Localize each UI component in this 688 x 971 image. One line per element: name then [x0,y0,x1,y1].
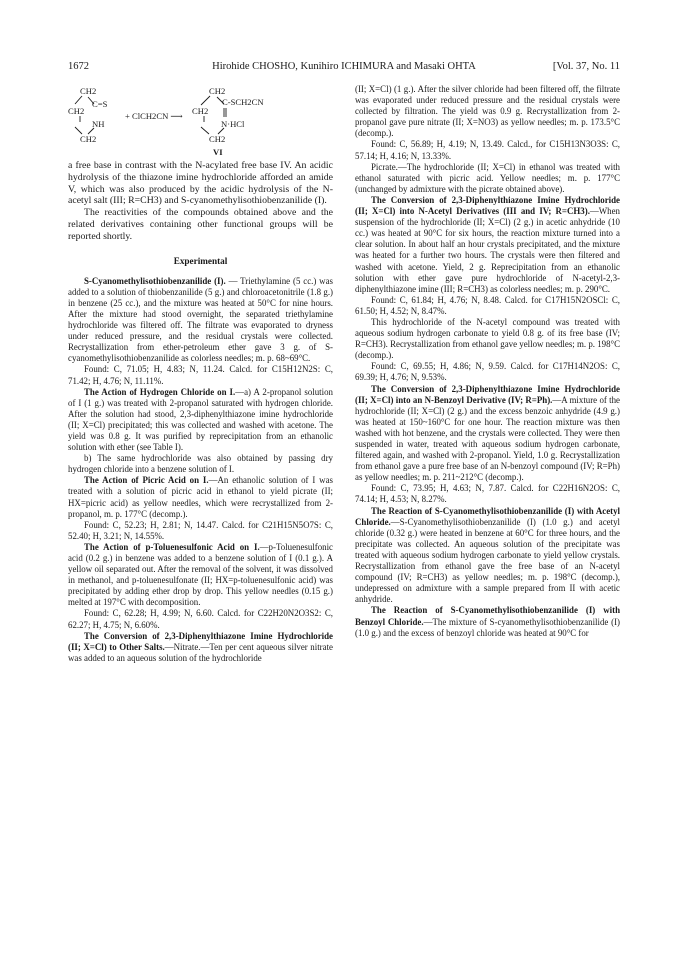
scheme-left-ch2: CH2 [68,106,85,116]
exp-benzoylchloride [355,605,620,638]
exp-picric [68,475,333,519]
running-authors: Hirohide CHOSHO, Kunihiro ICHIMURA and Masaki OHTA [212,61,476,72]
page-number: 1672 [68,61,89,72]
scheme-left-ch2-top: CH2 [80,86,97,96]
section-experimental: Experimental [173,255,228,266]
page-header [68,60,620,74]
scheme-right-ch2-top: CH2 [209,86,226,96]
exp-acetyl [355,195,620,295]
exp-acetylchloride-body: —S-Cyanomethylisothiobenzanilide (I) (1.0 g.) and acetyl chloride (0.32 g.) were heated in benzene at 60°C for three hours, and the precipitate was collected. An aqueous solution of the precipitate was treated with aqueous sodium hydrogen carbonate to yield yellow crystals. Recrystallization from ethanol gave the free base of an N-acetyl compound (IV; R=CH3) as yellow needles; m. p. 198°C (decomp.), undepressed on admixture with a sample prepared from II with acetic anhydride. [355,516,620,605]
exp-tosyl-head: The Action of p-Toluenesulfonic Acid on I. [84,541,260,552]
exp-acetylchloride [355,506,620,606]
exp-cyanomethyl [68,276,333,365]
exp-hcl-b: b) The same hydrochloride was also obtained by passing dry hydrogen chloride into a benzene solution of I. [68,453,333,475]
exp-benzoyl [355,384,620,484]
exp-acetyl-base: This hydrochloride of the N-acetyl compound was treated with aqueous sodium hydrogen carbonate to yield 0.8 g. of its free base (IV; R=CH3). Recrystallization from ethanol gave yellow needles; m. p. 198°C (decomp.). [355,316,620,361]
scheme-bonds [68,84,333,160]
exp-salts [68,631,333,664]
exp-picrate: Picrate.—The hydrochloride (II; X=Cl) in ethanol was treated with ethanol saturated with picric acid. Yellow needles; m. p. 177°C (unchanged by admixture with the picrate obtained above). [355,161,620,194]
exp-salts-body: —Nitrate.—Ten per cent aqueous silver nitrate was added to an aqueous solution of the hydrochloride [68,641,333,663]
scheme-right-nhcl: N·HCl [221,119,245,129]
scheme-right-ch2: CH2 [192,106,209,116]
scheme-right-ch2-bottom: CH2 [209,134,226,144]
exp-nitrate-cont: (II; X=Cl) (1 g.). After the silver chloride had been filtered off, the filtrate was evaporated under reduced pressure and the residual crystals were collected by filtration. The yield was 0.9 g. Recrystallization from 2-propanol gave pure nitrate (II; X=NO3) as yellow needles; m. p. 173.5°C (decomp.). [355,84,620,139]
exp-tosyl-found: Found: C, 62.28; H, 4.99; N, 6.60. Calcd. for C22H20N2O3S2: C, 62.27; H, 4.75; N, 6.60%. [68,608,333,630]
scheme-left-cs: C=S [92,99,108,109]
volume-issue: [Vol. 37, No. 11 [552,61,620,72]
exp-hcl-head: The Action of Hydrogen Chloride on I. [84,386,236,397]
exp-benzoylchloride-body: —The mixture of S-cyanomethylisothiobenzanilide (I) (1.0 g.) and the excess of benzoyl chloride was heated at 90°C for [355,616,620,638]
exp-hcl [68,387,333,454]
exp-picric-found: Found: C, 52.23; H, 2.81; N, 14.47. Calcd. for C21H15N5O7S: C, 52.40; H, 3.21; N, 14.55%. [68,519,333,541]
reaction-scheme [68,84,333,160]
scheme-right-csch2cn: C-SCH2CN [222,97,264,107]
exp-picric-body: —An ethanolic solution of I was treated with a solution of picric acid in ethanol to yield picrate (II; HX=picric acid) as yellow needles, which were recrystallized from 2-propanol, m. p. 177°C (decomp.). [68,475,333,519]
exp-benzoyl-head: The Conversion of 2,3-Diphenylthiazone Imine Hydrochloride (II; X=Cl) into an N-Benzoyl Derivative (IV; R=Ph). [355,383,620,405]
para-reactivities: The reactivities of the compounds obtained above and the related derivatives containing other functional groups will be reported shortly. [68,207,333,242]
exp-acetyl-body: —When suspension of the hydrochloride (II; X=Cl) (2 g.) in acetic anhydride (10 cc.) was heated at 90°C for six hours, the reaction mixture turned into a clear solution. In about half an hour crystals precipitated, and the mixture was heated for a further two hours. The crystals were then filtered and washed with acetone. Yield, 2 g. Reprecipitation from an ethanolic solution with ether gave pure hydrochloride of N-acetyl-2,3-diphenylthiazone imine (III; R=CH3) as colorless needles; m. p. 290°C. [355,206,620,294]
para-free-base: a free base in contrast with the N-acylated free base IV. An acidic hydrolysis of the thiazone imine hydrochloride afforded an amide V, which was also produced by the acidic hydrolysis of the N-acetyl salt (III; R=CH3) and S-cyanomethylisothiobenzanilide (I). [68,160,333,207]
exp-hcl-a: —a) A 2-propanol solution of I (1 g.) was treated with 2-propanol saturated with hydrogen chloride. After the solution had stood, 2,3-diphenylthiazone imine hydrochloride (II; X=Cl) precipitated; this was collected and washed with acetone. The yield was 0.8 g. It was purified by reprecipitation from an ethanolic solution with ether (see Table I). [68,386,333,453]
right-column [355,84,620,639]
exp-tosyl [68,542,333,609]
exp-cyanomethyl-head: S-Cyanomethylisothiobenzanilide (I). [84,275,226,286]
exp-salts-head: The Conversion of 2,3-Diphenylthiazone Imine Hydrochloride (II; X=Cl) to Other Salts. [68,630,333,652]
scheme-left-ch2-bottom: CH2 [80,134,97,144]
exp-benzoylchloride-head: The Reaction of S-Cyanomethylisothiobenzanilide (I) with Benzoyl Chloride. [355,605,620,627]
scheme-compound-label: VI [213,147,223,157]
exp-tosyl-body: —p-Toluenesulfonic acid (0.2 g.) in benzene was added to a benzene solution of I (0.1 g.). A yellow oil separated out. After the removal of the solvent, it was dissolved in methanol, and p-toluenesulfonate (II; HX=p-toluenesulfonic acid) was precipitated by adding ether drop by drop. This yellow needles (0.15 g.) melted at 197°C with decomposition. [68,541,333,608]
exp-acetyl-head: The Conversion of 2,3-Diphenylthiazone Imine Hydrochloride (II; X=Cl) into N-Acetyl Derivatives (III and IV; R=CH3). [355,194,620,217]
exp-picric-head: The Action of Picric Acid on I. [84,475,209,486]
exp-cyanomethyl-body: — Triethylamine (5 cc.) was added to a solution of thiobenzanilide (5 g.) and chloroacetonitrile (1.8 g.) in benzene (25 cc.), and the mixture was heated at 50°C for nine hours. After the mixture had stood overnight, the separated triethylamine hydrochloride was filtered off. The filtrate was evaporated to dryness under reduced pressure, and the residual crystals were collected. Recrystallization from ether-petroleum ether gave 3 g. of S-cyanomethylisothiobenzanilide as colorless needles; m. p. 68~69°C. [68,275,333,364]
exp-benzoyl-found: Found: C, 73.95; H, 4.63; N, 7.87. Calcd. for C22H16N2OS: C, 74.14; H, 4.53; N, 8.27%. [355,483,620,505]
scheme-left-nh: NH [92,119,105,129]
exp-acetyl-found: Found: C, 61.84; H, 4.76; N, 8.48. Calcd. for C17H15N2OSCl: C, 61.50; H, 4.52; N, 8.47%. [355,294,620,316]
left-column [68,84,333,664]
exp-nitrate-found: Found: C, 56.89; H, 4.19; N, 13.49. Calcd., for C15H13N3O3S: C, 57.14; H, 4.16; N, 13.33%. [355,139,620,161]
exp-acetyl-found2: Found: C, 69.55; H, 4.86; N, 9.59. Calcd. for C17H14N2OS: C, 69.39; H, 4.76; N, 9.53%. [355,361,620,383]
scheme-reagent: + ClCH2CN ⟶ [125,111,183,121]
exp-cyanomethyl-found: Found: C, 71.05; H, 4.83; N, 11.24. Calcd. for C15H12N2S: C, 71.42; H, 4.76; N, 11.11%. [68,364,333,386]
exp-benzoyl-body: —A mixture of the hydrochloride (II; X=Cl) (2 g.) and the excess benzoic anhydride (4.9 g.) was heated at 150~160°C for one hour. The reaction mixture was then washed with hot benzene, and the crystals were collected. They were then suspended in water, treated with aqueous sodium hydrogen carbonate, filtered again, and washed with 2-propanol. Yield, 1.0 g. Recrystallization from ethanol gave a pure free base of an N-benzoyl compound (IV; R=Ph) as yellow needles; m. p. 211~212°C (decomp.). [355,394,620,483]
exp-acetylchloride-head: The Reaction of S-Cyanomethylisothiobenzanilide (I) with Acetyl Chloride. [355,505,620,527]
